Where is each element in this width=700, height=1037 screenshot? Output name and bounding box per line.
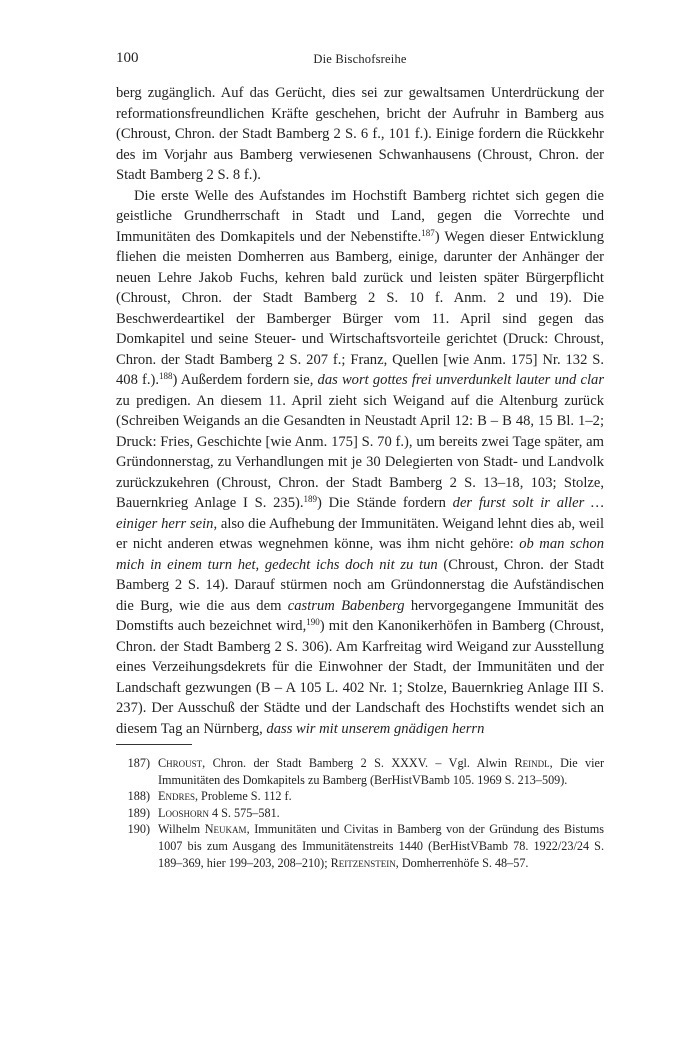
text-run: ) Wegen dieser Entwicklung fliehen die meisten Domherren aus Bamberg, einige, darunter der Anhänger der neuen Lehre Jakob Fuchs, kehren bald zurück und leisten später Bürgerpflicht (Chroust, Chron. der Stadt Bamberg 2 S. 10 f. Anm. 2 und 19). Die Beschwerdeartikel der Bamberger Bürger vom 11. April sind gegen das Domkapitel und seine Steuer- und Wirtschaftsvorteile gerichtet (Druck: Chroust, Chron. der Stadt Bamberg 2 S. 207 f.; Franz, Quellen [wie Anm. 175] Nr. 132 S. 408 f.).	[116, 228, 604, 388]
author-name: Reindl	[514, 756, 550, 770]
italic-quote: das wort gottes frei unverdunkelt lauter und clar	[317, 372, 604, 388]
text-run: berg zugänglich. Auf das Gerücht, dies sei zur gewaltsamen Unterdrückung der reformationsfreundlichen Kräfte geschehen, bricht der Aufruhr in Bamberg aus (Chroust, Chron. der Stadt Bamberg 2 S. 6 f., 101 f.). Einige fordern die Rückkehr des im Vorjahr aus Bamberg verwiesenen Schwanhausens (Chroust, Chron. der Stadt Bamberg 2 S. 8 f.).	[116, 85, 604, 183]
author-name: Chroust	[158, 756, 203, 770]
italic-quote: castrum Babenberg	[287, 597, 405, 614]
text-run: , Probleme S. 112 f.	[194, 789, 292, 804]
text-run: 4 S. 575–581.	[208, 805, 280, 820]
footnote	[116, 755, 604, 788]
footnote-ref: 190	[306, 617, 320, 627]
text-run: , also die Aufhebung der Immunitäten. Weigand lehnt dies ab, weil er nicht anderen etwas wegnehmen könne, was ihm nicht gehöre:	[116, 515, 604, 552]
footnote-ref: 187	[421, 227, 435, 238]
text-run: , Domherrenhöfe S. 48–57.	[395, 855, 529, 870]
footnote	[116, 788, 604, 805]
text-run: ) Die Stände fordern	[317, 495, 453, 511]
author-name: Neukam	[204, 822, 247, 837]
paragraph	[116, 186, 604, 740]
author-name: Looshorn	[158, 805, 209, 820]
footnote-ref: 189	[303, 494, 318, 504]
text-run: , Die vier Immunitäten des Domkapitels zu Bamberg (BerHistVBamb 105. 1969 S. 213–509).	[158, 756, 605, 787]
text-run: , Immunitäten und Civitas in Bamberg von der Gründung des Bistums 1007 bis zum Ausgang des Immunitätenstreits 1440 (BerHistVBamb 78. 1922/23/24 S. 189–369, hier 199–203, 208–210);	[158, 822, 605, 870]
footnote-number: 189)	[127, 805, 150, 820]
author-name: Endres	[158, 789, 195, 804]
text-run: Die erste Welle des Aufstandes im Hochstift Bamberg richtet sich gegen die geistliche Grundherrschaft in Stadt und Land, gegen die Vorrechte und Immunitäten des Domkapitels und der Nebenstifte.	[116, 187, 604, 245]
running-head: Die Bischofsreihe	[313, 52, 407, 66]
text-run: Wilhelm	[158, 822, 205, 837]
italic-quote: der furst solt ir aller … einiger herr sein	[116, 495, 604, 532]
paragraph	[116, 83, 604, 186]
text-run: , Chron. der Stadt Bamberg 2 S. XXXV. – Vgl. Alwin	[202, 756, 515, 770]
text-run: ) mit den Kanonikerhöfen in Bamberg (Chroust, Chron. der Stadt Bamberg 2 S. 306). Am Karfreitag wird Weigand zur Ausstellung eines Verzeihungsdekrets für die Einwohner der Stadt, der Immunitäten und der Landschaft gezwungen (B – A 105 L. 402 Nr. 1; Stolze, Bauernkrieg Anlage III S. 237). Der Ausschuß der Städte und der Landschaft des Hochstifts wendet sich an diesem Tag an Nürnberg,	[116, 618, 604, 737]
italic-quote: dass wir mit unserem gnädigen herrn	[266, 720, 485, 737]
footnote-number: 190)	[127, 822, 150, 837]
main-text	[116, 83, 604, 739]
author-name: Reitzenstein	[330, 855, 396, 870]
footnote	[116, 821, 604, 871]
page-number: 100	[116, 50, 139, 66]
text-run: (Chroust, Chron. der Stadt Bamberg 2 S. 14). Darauf stürmen noch am Gründonnerstag die Aufständischen die Burg, wie die aus dem	[116, 556, 604, 614]
text-run: ) Außerdem fordern sie,	[172, 372, 318, 388]
text-run: zu predigen. An diesem 11. April zieht sich Weigand auf die Altenburg zurück (Schreiben Weigands an die Gesandten in Neustadt April 12: B – B 48, 15 Bl. 1–2; Druck: Fries, Geschichte [wie Anm. 175] S. 70 f.), um bereits zwei Tage später, am Gründonnerstag, zu Verhandlungen mit je 30 Delegierten von Stadt- und Landvolk zurückzukehren (Chroust, Chron. der Stadt Bamberg 2 S. 13–18, 103; Stolze, Bauernkrieg Anlage I S. 235).	[116, 392, 604, 511]
text-run: hervorgegangene Immunität des Domstifts auch bezeichnet wird,	[116, 597, 604, 634]
footnote-number: 187)	[127, 756, 150, 770]
page-header	[116, 50, 604, 72]
footnote	[116, 805, 604, 822]
footnotes	[116, 755, 604, 871]
footnote-ref: 188	[159, 371, 173, 381]
footnote-number: 188)	[127, 789, 150, 804]
footnote-separator	[116, 744, 192, 745]
italic-quote: ob man schon mich in einem turn het, gedecht ichs doch nit zu tun	[116, 536, 604, 573]
